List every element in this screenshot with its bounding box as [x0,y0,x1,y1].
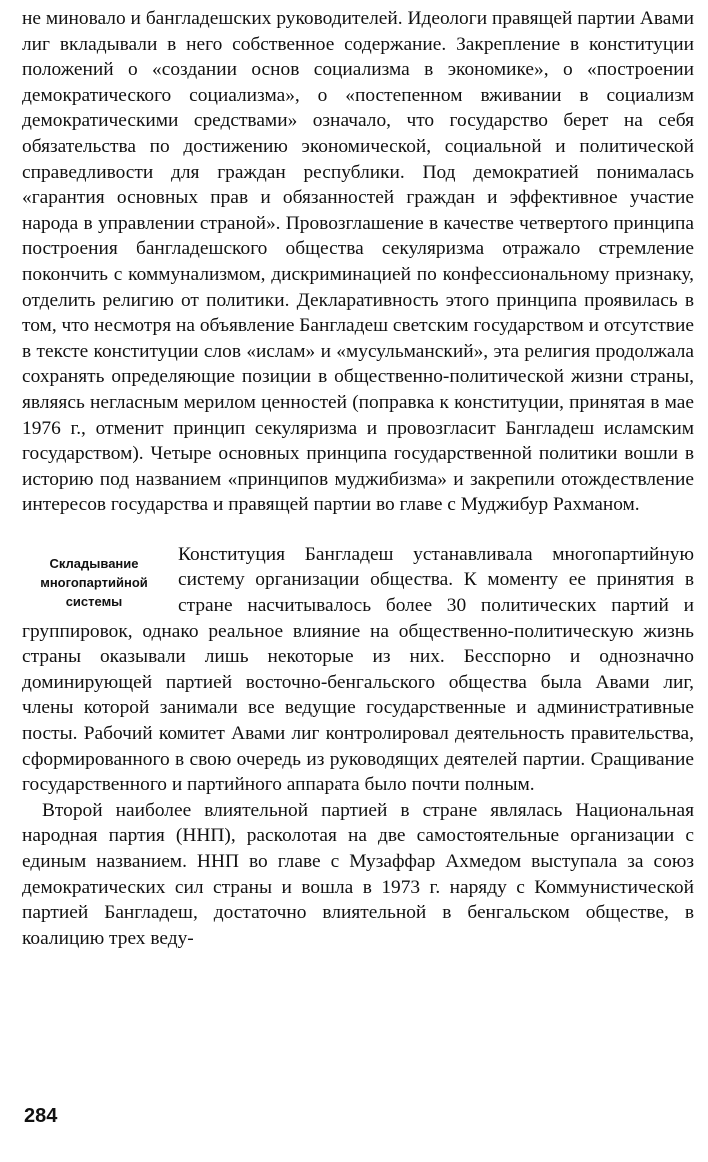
paragraph-constitution: Конституция Бангладеш устанавливала многопартийную систему организации общества. К моменту ее принятия в стране насчитывалось более 30 политических партий и группировок, однако реальное влияние на общественно-политическую жизнь страны оказывали лишь некоторые из них. Бесспорно и однозначно доминирующей партией восточно-бенгальского общества была Авами лиг, члены которой занимали все ведущие государственные и административные посты. Рабочий комитет Авами лиг контролировал деятельность правительства, сформированного в свою очередь из руководящих деятелей партии. Сращивание государственного и партийного аппарата было почти полным. [22,543,694,796]
margin-heading: Складывание многопартийной системы [40,555,148,609]
paragraph-national-party: Второй наиболее влиятельной партией в стране являлась Национальная народная партия (ННП), расколотая на две самостоятельные организации с единым названием. ННП во главе с Музаффар Ахмедом выступала за союз демократических сил страны и вошла в 1973 г. наряду с Коммунистической партией Бангладеш, достаточно влиятельной в бенгальском обществе, в коалицию трех веду- [22,799,694,949]
page-number: 284 [24,1105,58,1127]
paragraph-principles: не миновало и бангладешских руководителей. Идеологи правящей партии Авами лиг вкладывали в него собственное содержание. Закрепление в конституции положений о «создании основ социализма в экономике», о «построении демократического социализма», о «постепенном вживании в социализм демократическими средствами» означало, что государство берет на себя обязательства по достижению экономической, социальной и политической справедливости для граждан республики. Под демократией понималась «гарантия основных прав и обязанностей граждан и эффективное участие народа в управлении страной». Провозглашение в качестве четвертого принципа построения бангладешского общества секуляризма отражало стремление покончить с коммунализмом, дискриминацией по конфессиональному признаку, отделить религию от политики. Декларативность этого принципа проявилась в том, что несмотря на объявление Бангладеш светским государством и отсутствие в тексте конституции слов «ислам» и «мусульманский», эта религия продолжала сохранять определяющие позиции в общественно-политической жизни страны, являясь негласным мерилом ценностей (поправка к конституции, принятая в мае 1976 г., отменит принцип секуляризма и провозгласит Бангладеш исламским государством). Четыре основных принципа государственной политики вошли в историю под названием «принципов муджибизма» и закрепили отождествление интересов государства и правящей партии во главе с Муджибур Рахманом. [22,8,694,516]
section-multiparty [22,542,694,952]
